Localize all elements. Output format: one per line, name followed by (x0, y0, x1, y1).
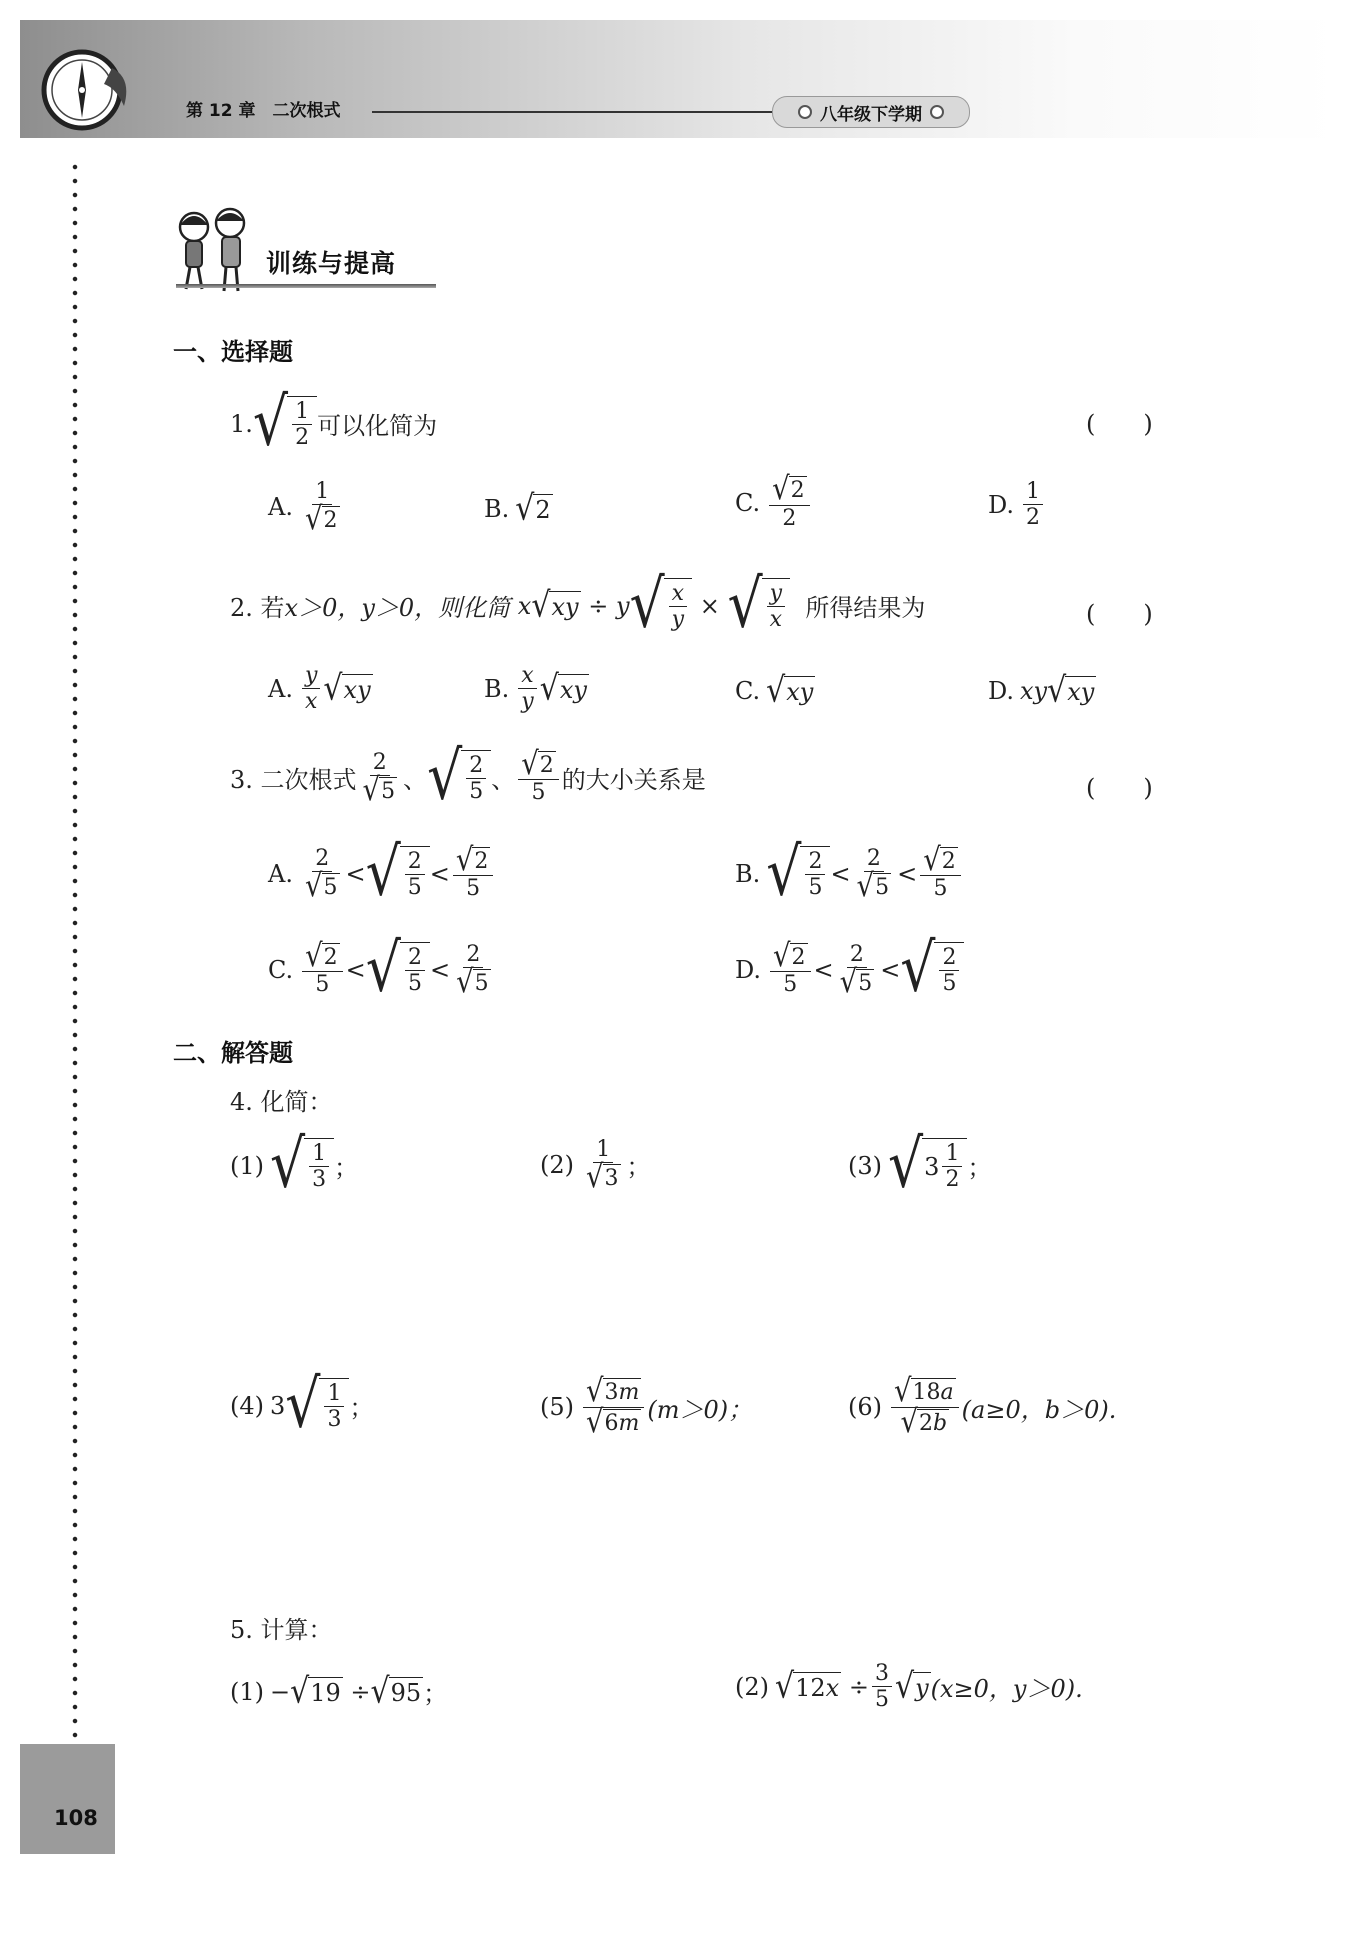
pill-dot-right (930, 105, 944, 119)
q1-answer-blank: ( ) (1086, 410, 1153, 438)
q1-option-d: D. $\frac{1}{2}$ (988, 480, 1046, 529)
grade-label: 八年级下学期 (820, 104, 922, 125)
q2-option-a-label: A. (268, 674, 293, 703)
q1-option-a-label: A. (268, 492, 293, 521)
banner-title: 训练与提高 (266, 249, 397, 278)
q4-item-3-label: (3) (848, 1151, 882, 1180)
question-2: 2. 若 x＞0，y＞0，则化简 x √ xy ÷ y √ $\frac{x}{y}$ × √ $\frac{y}{x}$ 所得结果为 (230, 566, 926, 644)
q4-item-5-condition: (m＞0)； (647, 1395, 753, 1424)
q2-text: 所得结果为 (805, 594, 926, 623)
header-rule (372, 111, 772, 113)
q3-option-d: D. √ 2 5 < 2 √ 5 < √ $\frac{2}{5}$ (735, 942, 964, 997)
question-3: 3. 二次根式 2 √ 5 、 √ $\frac{2}{5}$ 、 √ 2 5 的大小关系是 (230, 738, 706, 816)
q3-option-d-label: D. (735, 955, 762, 984)
q2-option-d-label: D. (988, 677, 1015, 705)
q4-item-3: (3) √ 3 $\frac{1}{2}$ ； (848, 1126, 992, 1204)
q5-item-2: (2) √ 12 x ÷ $\frac{3}{5}$ √ y (x≥0，y＞0). (735, 1661, 1083, 1713)
q1-sqrt: √ $\frac{1}{2}$ (253, 396, 317, 451)
q3-option-a: A. 2 √ 5 < √ $\frac{2}{5}$ < √ 2 5 (268, 846, 496, 901)
grade-pill (772, 96, 970, 128)
q3-option-b-label: B. (735, 859, 761, 888)
question-1 (230, 384, 438, 462)
section-answer-title: 二、解答题 (173, 1039, 293, 1067)
q4-item-4-label: (4) (230, 1391, 264, 1420)
q1-option-b: B. √ 2 (484, 488, 551, 529)
q4-item-4: (4) 3 √ $\frac{1}{3}$ ； (230, 1366, 374, 1444)
q5-item-1: (1) − √ 19 ÷ √ 95 ； (230, 1670, 448, 1712)
q2-option-b: B. $\frac{x}{y}$ √ xy (484, 663, 587, 715)
q2-answer-blank: ( ) (1086, 600, 1153, 628)
q3-option-c: C. √ 2 5 < √ $\frac{2}{5}$ < 2 √ 5 (268, 930, 489, 1008)
section-choice-title: 一、选择题 (173, 338, 293, 366)
q4-item-2: (2) 1 √ 3 ； (540, 1137, 651, 1196)
q2-option-d: D. xy √ xy (988, 670, 1095, 711)
q1-option-a: A. 1 √ 2 (268, 479, 338, 538)
q4-item-1-label: (1) (230, 1151, 264, 1180)
q3-option-b: B. √ $\frac{2}{5}$ < 2 √ 5 < √ 2 5 (735, 846, 964, 901)
q2-condition: x＞0，y＞0，则化简 (284, 594, 511, 623)
q4-item-5-label: (5) (540, 1393, 574, 1421)
q3-number: 3. 二次根式 (230, 766, 357, 795)
dotted-margin (72, 160, 78, 1745)
q4-item-6-label: (6) (848, 1393, 882, 1421)
q3-option-c-label: C. (268, 955, 294, 984)
kids-illustration-icon (172, 205, 262, 293)
q3-answer-blank: ( ) (1086, 774, 1153, 802)
q4-item-5: (5) √ 3 m √ 6 m (m＞0)； (540, 1372, 753, 1440)
q3-option-a-label: A. (268, 859, 293, 888)
q2-option-c: C. √ xy (735, 670, 814, 711)
q1-text: 可以化简为 (317, 412, 438, 441)
q4-item-6-condition: (a≥0，b＞0). (961, 1395, 1117, 1424)
q5-item-1-label: (1) (230, 1677, 264, 1706)
compass-clock-icon (40, 48, 130, 138)
q2-option-a: A. $\frac{y}{x}$ √ xy (268, 663, 371, 715)
q5-item-2-condition: (x≥0，y＞0). (930, 1675, 1083, 1704)
q4-item-6: (6) √ 18 a √ 2 b (a≥0，b＞0). (848, 1372, 1117, 1440)
q4-title: 4. 化简： (230, 1088, 333, 1116)
pill-dot-left (798, 105, 812, 119)
q1-option-c: C. √ 2 2 (735, 476, 813, 530)
q2-option-c-label: C. (735, 677, 761, 705)
q1-option-b-label: B. (484, 495, 510, 523)
banner-rule (176, 284, 436, 288)
q2-option-b-label: B. (484, 674, 510, 703)
q5-title: 5. 计算： (230, 1616, 333, 1644)
page-number: 108 (54, 1806, 98, 1830)
q3-text: 的大小关系是 (561, 766, 706, 795)
page-number-box (20, 1744, 115, 1854)
q4-item-2-label: (2) (540, 1150, 574, 1179)
q2-number: 2. 若 (230, 594, 285, 623)
chapter-title: 第 12 章 二次根式 (186, 101, 341, 121)
q4-item-1: (1) √ $\frac{1}{3}$ ； (230, 1126, 359, 1204)
q1-option-c-label: C. (735, 488, 761, 517)
q1-option-d-label: D. (988, 490, 1015, 519)
q1-number: 1. (230, 409, 253, 438)
q5-item-2-label: (2) (735, 1672, 769, 1701)
